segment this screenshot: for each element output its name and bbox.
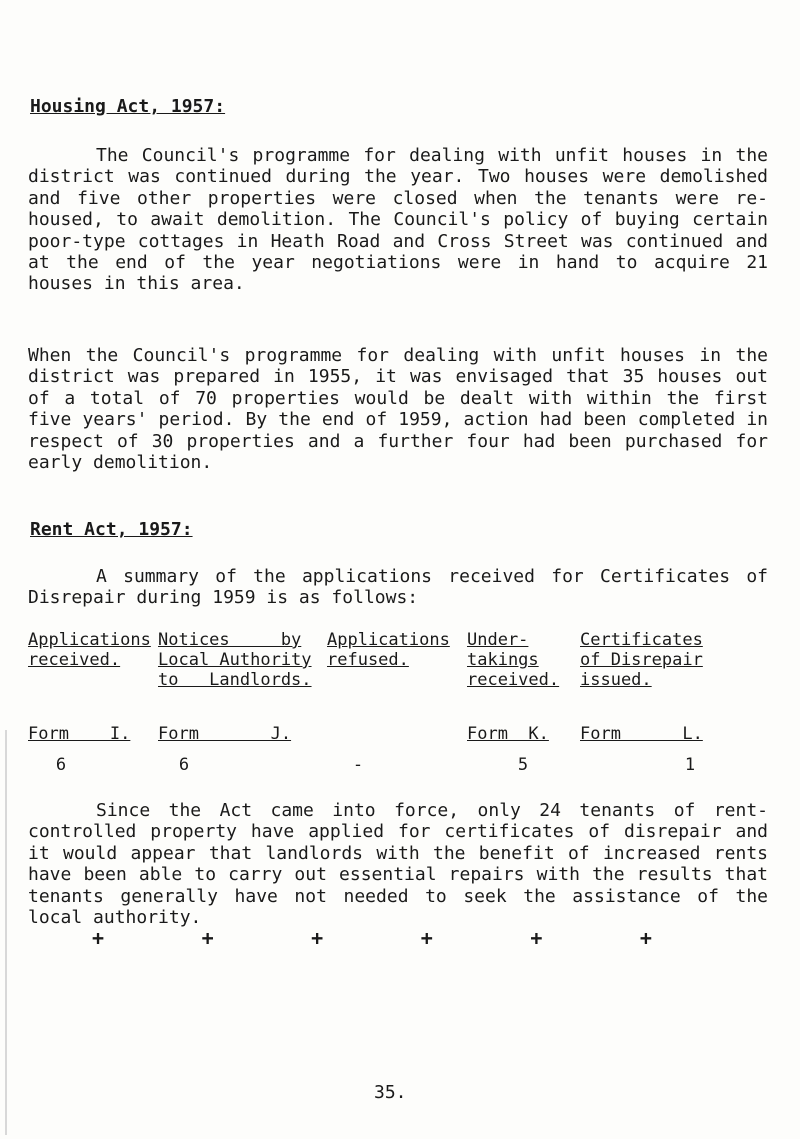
separator-mark: + — [530, 926, 543, 950]
separator-mark: + — [311, 926, 324, 950]
col-header-applications-refused: Applications refused. — [327, 630, 450, 670]
rent-act-heading: Rent Act, 1957: — [30, 519, 193, 540]
housing-act-heading: Housing Act, 1957: — [30, 96, 226, 117]
form-label-k: Form K. — [467, 724, 549, 744]
section-separator — [92, 926, 652, 950]
form-label-i: Form I. — [28, 724, 131, 744]
value-applications-received: 6 — [55, 755, 67, 775]
value-notices: 6 — [178, 755, 190, 775]
form-label-j: Form J. — [158, 724, 292, 744]
scan-margin-line — [5, 730, 7, 1135]
col-header-notices: Notices by Local Authority to Landlords. — [158, 630, 312, 690]
value-certificates-issued: 1 — [684, 755, 696, 775]
form-label-l: Form L. — [580, 724, 703, 744]
rent-closing-paragraph: Since the Act came into force, only 24 tenants of rent-controlled property have applied for certificates of disrepair and it would appear that landlords with the benefit of increased rents have been able to carry out essential repairs with the results that tenants generally have not needed to seek the assistance of the local authority. — [28, 800, 768, 929]
separator-mark: + — [92, 926, 105, 950]
col-header-certificates-issued: Certificates of Disrepair issued. — [580, 630, 703, 690]
col-header-applications-received: Applications received. — [28, 630, 151, 670]
housing-paragraph-2: When the Council's programme for dealing with unfit houses in the district was prepared in 1955, it was envisaged that 35 houses out of a total of 70 properties would be dealt with within the first five years' period. By the end of 1959, action had been completed in respect of 30 properties and a further four had been purchased for early demolition. — [28, 345, 768, 474]
page-number: 35. — [374, 1082, 407, 1103]
col-header-undertakings: Under- takings received. — [467, 630, 560, 690]
separator-mark: + — [420, 926, 433, 950]
value-applications-refused: - — [352, 755, 364, 775]
separator-mark: + — [639, 926, 652, 950]
separator-mark: + — [201, 926, 214, 950]
rent-intro: A summary of the applications received for Certificates of Disrepair during 1959 is as follows: — [28, 566, 768, 609]
housing-paragraph-1: The Council's programme for dealing with unfit houses in the district was continued during the year. Two houses were demolished and five other properties were closed when the tenants were re-housed, to await demolition. The Council's policy of buying certain poor-type cottages in Heath Road and Cross Street was continued and at the end of the year negotiations were in hand to acquire 21 houses in this area. — [28, 145, 768, 295]
value-undertakings: 5 — [517, 755, 529, 775]
